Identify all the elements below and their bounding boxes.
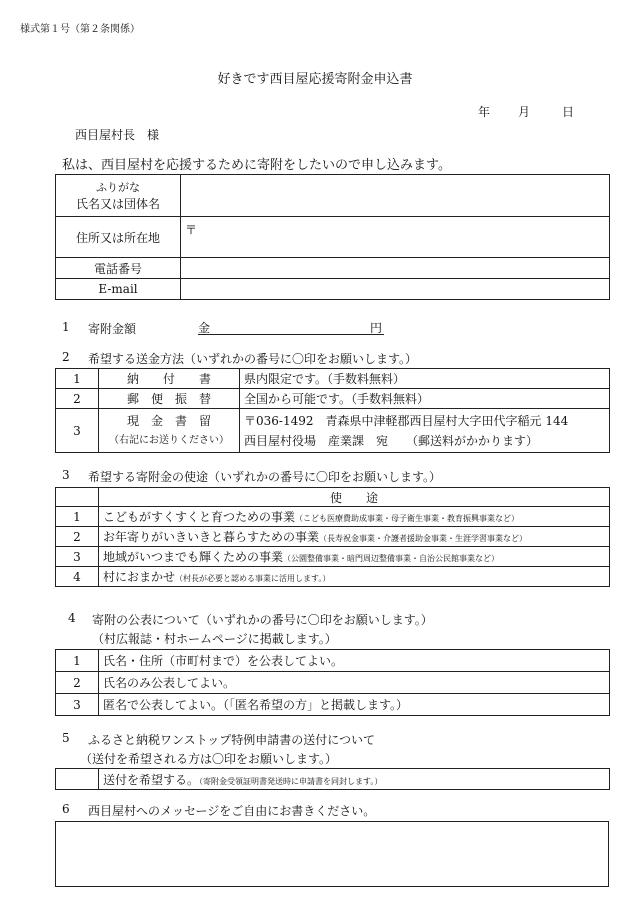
onestop-label: 送付を希望する。 xyxy=(103,772,200,787)
addressee: 西目屋村長 様 xyxy=(75,128,160,142)
payment-method: 現 金 書 留 xyxy=(126,413,211,428)
s4-heading: 寄附の公表について（いずれかの番号に〇印をお願いします。） xyxy=(92,613,433,627)
name-label: 氏名又は団体名 xyxy=(75,196,160,211)
email-label: E-mail xyxy=(56,279,181,300)
usage-header-blank xyxy=(56,488,99,507)
publication-row-number[interactable]: 1 xyxy=(56,650,99,672)
postal-mark: 〒 xyxy=(185,223,198,237)
s1-number: 1 xyxy=(62,320,70,334)
name-field[interactable] xyxy=(181,175,610,217)
s6-heading: 西目屋村へのメッセージをご自由にお書きください。 xyxy=(88,804,376,818)
form-number: 様式第１号（第２条関係） xyxy=(20,24,140,35)
onestop-note: （寄附金受領証明書発送時に申請書を同封します。） xyxy=(199,776,383,786)
s5-sub: （送付を希望される方は〇印をお願いします。） xyxy=(80,752,338,766)
usage-main: 村におまかせ xyxy=(103,570,176,584)
payment-desc-cell xyxy=(240,409,610,453)
message-box[interactable] xyxy=(55,821,609,887)
s2-heading: 希望する送金方法（いずれかの番号に〇印をお願いします。） xyxy=(88,352,418,366)
amount-field[interactable] xyxy=(198,318,384,335)
s5-number: 5 xyxy=(62,731,70,745)
publication-option: 匿名で公表してよい。（「匿名希望の方」と掲載します。） xyxy=(99,694,610,716)
payment-method: 納 付 書 xyxy=(99,369,240,389)
usage-header: 使 途 xyxy=(99,488,610,507)
publication-row-number[interactable]: 3 xyxy=(56,694,99,716)
usage-item xyxy=(99,547,610,567)
amount-prefix: 金 xyxy=(198,321,211,335)
payment-row-number[interactable]: 2 xyxy=(56,389,99,409)
usage-note: （村長が必要と認める事業に活用します。） xyxy=(175,574,331,583)
publication-row-number[interactable]: 2 xyxy=(56,672,99,694)
usage-main: 地域がいつまでも輝くための事業 xyxy=(103,550,284,564)
address-label: 住所又は所在地 xyxy=(56,217,181,258)
amount-suffix: 円 xyxy=(370,321,383,335)
s4-number: 4 xyxy=(68,611,76,625)
phone-label: 電話番号 xyxy=(56,258,181,279)
s6-number: 6 xyxy=(62,802,70,816)
name-label-cell xyxy=(56,175,181,217)
applicant-table xyxy=(55,174,610,300)
usage-note: （こども医療費助成事業・母子衛生事業・教育振興事業など） xyxy=(295,514,520,523)
publication-option: 氏名のみ公表してよい。 xyxy=(99,672,610,694)
usage-table xyxy=(55,487,610,587)
usage-main: お年寄りがいきいきと暮らすための事業 xyxy=(103,530,320,544)
onestop-option xyxy=(99,769,610,790)
payment-desc: 全国から可能です。（手数料無料） xyxy=(240,389,610,409)
s3-number: 3 xyxy=(62,468,70,482)
date-month: 月 xyxy=(518,105,531,119)
s2-number: 2 xyxy=(62,350,70,364)
onestop-table xyxy=(55,768,610,790)
payment-method-note: （右記にお送りください） xyxy=(109,434,229,446)
payment-method-table xyxy=(55,368,610,453)
phone-field[interactable] xyxy=(181,258,610,279)
furigana-label: ふりがな xyxy=(96,180,140,194)
s5-heading: ふるさと納税ワンストップ特例申請書の送付について xyxy=(88,733,376,747)
usage-main: こどもがすくすくと育つための事業 xyxy=(103,510,296,524)
intro-text: 私は、西目屋村を応援するために寄附をしたいので申し込みます。 xyxy=(62,158,451,173)
usage-item xyxy=(99,527,610,547)
payment-method-cell xyxy=(99,409,240,453)
page-title: 好きです西目屋応援寄附金申込書 xyxy=(217,72,413,87)
publication-table xyxy=(55,649,610,716)
registered-mail-recipient: 西目屋村役場 産業課 宛 （郵送料がかかります） xyxy=(244,433,539,448)
usage-row-number[interactable]: 2 xyxy=(56,527,99,547)
usage-note: （長寿祝金事業・介護者援助金事業・生涯学習事業など） xyxy=(319,534,528,543)
registered-mail-address: 〒036-1492 青森県中津軽郡西目屋村大字田代字稲元 144 xyxy=(244,413,569,428)
email-field[interactable] xyxy=(181,279,610,300)
payment-desc: 県内限定です。（手数料無料） xyxy=(240,369,610,389)
date-day: 日 xyxy=(562,105,575,119)
onestop-check-cell[interactable] xyxy=(56,769,99,790)
usage-row-number[interactable]: 1 xyxy=(56,507,99,527)
usage-item xyxy=(99,507,610,527)
s4-sub: （村広報誌・村ホームページに掲載します。） xyxy=(92,632,337,646)
address-field[interactable] xyxy=(181,217,610,258)
payment-method: 郵 便 振 替 xyxy=(99,389,240,409)
payment-row-number[interactable]: 3 xyxy=(56,409,99,453)
usage-row-number[interactable]: 3 xyxy=(56,547,99,567)
s1-label: 寄附金額 xyxy=(88,322,137,336)
payment-row-number[interactable]: 1 xyxy=(56,369,99,389)
usage-item xyxy=(99,567,610,587)
usage-row-number[interactable]: 4 xyxy=(56,567,99,587)
publication-option: 氏名・住所（市町村まで）を公表してよい。 xyxy=(99,650,610,672)
date-year: 年 xyxy=(478,105,491,119)
usage-note: （公園整備事業・暗門周辺整備事業・自治公民館事業など） xyxy=(283,554,500,563)
s3-heading: 希望する寄附金の使途（いずれかの番号に〇印をお願いします。） xyxy=(88,470,442,484)
